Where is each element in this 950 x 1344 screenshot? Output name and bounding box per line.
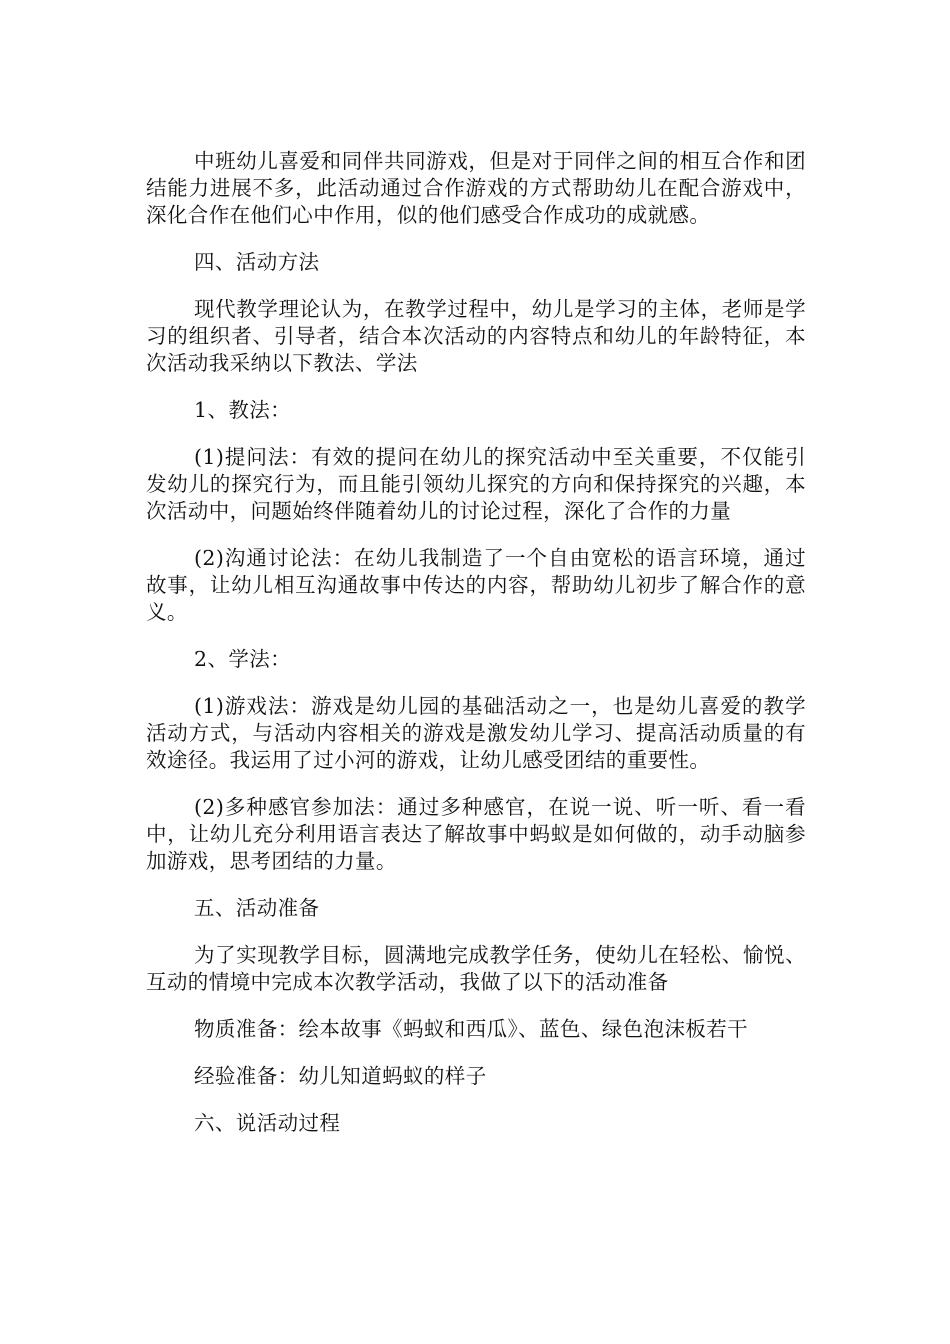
paragraph-questioning-method: (1)提问法：有效的提问在幼儿的探究活动中至关重要，不仅能引发幼儿的探究行为，而且能引领幼儿探究的方向和保持探究的兴趣，本次活动中，问题始终伴随着幼儿的讨论过程，深化了合作的力量 xyxy=(146,445,806,523)
paragraph-intro: 中班幼儿喜爱和同伴共同游戏，但是对于同伴之间的相互合作和团结能力进展不多，此活动通过合作游戏的方式帮助幼儿在配合游戏中，深化合作在他们心中作用，似的他们感受合作成功的成就感。 xyxy=(146,149,806,227)
paragraph-preparation-intro: 为了实现教学目标，圆满地完成教学任务，使幼儿在轻松、愉悦、互动的情境中完成本次教学活动，我做了以下的活动准备 xyxy=(146,943,806,994)
subheading-learning-methods: 2、学法： xyxy=(194,647,292,671)
paragraph-game-method: (1)游戏法：游戏是幼儿园的基础活动之一，也是幼儿喜爱的教学活动方式，与活动内容相关的游戏是激发幼儿学习、提高活动质量的有效途径。我运用了过小河的游戏，让幼儿感受团结的重要性。 xyxy=(146,694,806,772)
subheading-teaching-methods: 1、教法： xyxy=(194,398,292,422)
paragraph-discussion-method: (2)沟通讨论法：在幼儿我制造了一个自由宽松的语言环境，通过故事，让幼儿相互沟通故事中传达的内容，帮助幼儿初步了解合作的意义。 xyxy=(146,546,806,624)
section-heading-methods: 四、活动方法 xyxy=(194,250,320,274)
document-body xyxy=(146,148,806,1157)
section-heading-preparation: 五、活动准备 xyxy=(194,896,320,920)
material-preparation: 物质准备：绘本故事《蚂蚁和西瓜》、蓝色、绿色泡沫板若干 xyxy=(194,1017,749,1041)
section-heading-process: 六、说活动过程 xyxy=(194,1111,341,1135)
experience-preparation: 经验准备：幼儿知道蚂蚁的样子 xyxy=(194,1064,487,1088)
paragraph-methods-intro: 现代教学理论认为，在教学过程中，幼儿是学习的主体，老师是学习的组织者、引导者，结合本次活动的内容特点和幼儿的年龄特征，本次活动我采纳以下教法、学法 xyxy=(146,297,806,375)
paragraph-senses-method: (2)多种感官参加法：通过多种感官，在说一说、听一听、看一看中，让幼儿充分利用语言表达了解故事中蚂蚁是如何做的，动手动脑参加游戏，思考团结的力量。 xyxy=(146,795,806,873)
